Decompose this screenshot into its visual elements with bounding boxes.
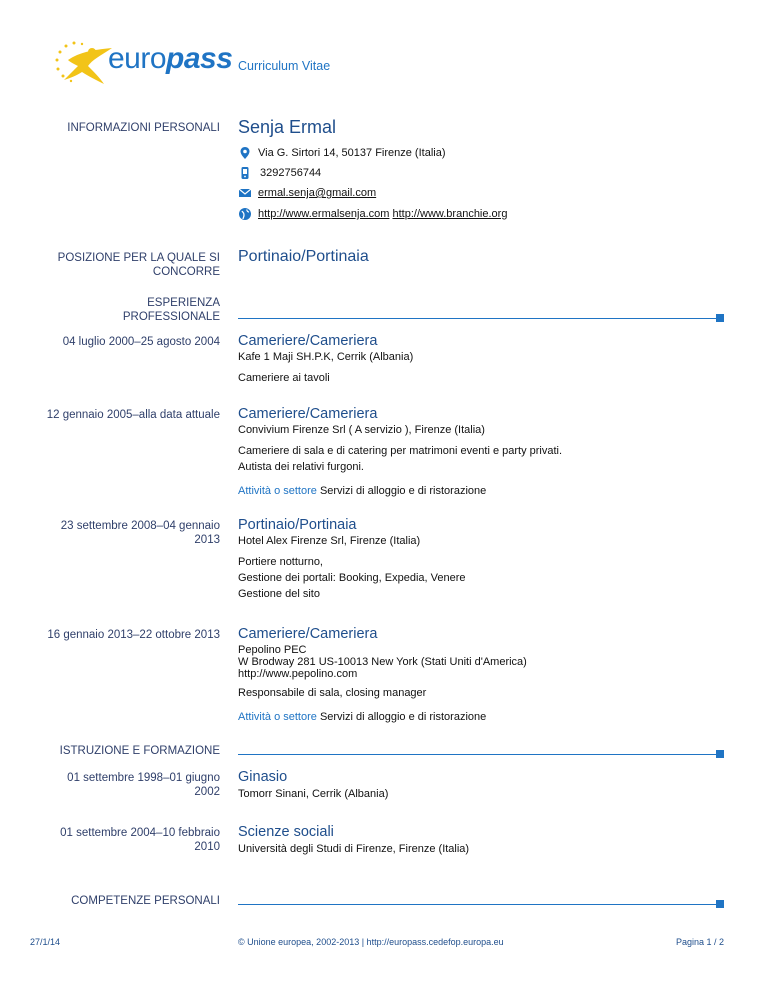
exp3-desc2: Gestione dei portali: Booking, Expedia, Venere (238, 572, 466, 584)
exp4-employer-line3: http://www.pepolino.com (238, 668, 358, 680)
position-label-line2: CONCORRE (152, 266, 220, 278)
logo-text-euro: euro (108, 42, 167, 75)
exp3-desc3: Gestione del sito (238, 588, 320, 600)
exp2-dates: 12 gennaio 2005–alla data attuale (46, 409, 220, 421)
exp2-employer: Convivium Firenze Srl ( A servizio ), Firenze (Italia) (238, 424, 485, 436)
exp3-desc1: Portiere notturno, (238, 556, 323, 568)
footer-page-number: Pagina 1 / 2 (675, 937, 724, 947)
edu1-institution: Tomorr Sinani, Cerrik (Albania) (238, 788, 389, 800)
edu2-dates-line1: 01 settembre 2004–10 febbraio (60, 827, 220, 839)
exp3-dates-line2: 2013 (194, 534, 220, 546)
position-label-line1: POSIZIONE PER LA QUALE SI (57, 252, 220, 264)
edu2-institution: Università degli Studi di Firenze, Firenze (Italia) (238, 843, 470, 855)
experience-section-label (123, 296, 220, 324)
address: Via G. Sirtori 14, 50137 Firenze (Italia) (258, 147, 446, 159)
europass-logo (52, 38, 233, 88)
email-icon (238, 186, 252, 200)
exp4-employer-line2: W Brodway 281 US-10013 New York (Stati Uniti d'America) (238, 656, 527, 668)
education-section-label: ISTRUZIONE E FORMAZIONE (59, 745, 220, 757)
education-divider (238, 754, 716, 755)
exp3-dates (61, 519, 220, 547)
location-pin-icon (238, 146, 252, 160)
person-name: Senja Ermal (238, 117, 337, 137)
exp3-dates-line1: 23 settembre 2008–04 gennaio (60, 520, 220, 532)
edu2-dates (60, 826, 220, 854)
websites (258, 208, 507, 220)
edu1-dates-line1: 01 settembre 1998–01 giugno (67, 772, 220, 784)
phone-icon (238, 166, 252, 180)
phone: 3292756744 (260, 167, 322, 179)
personal-section-label: INFORMAZIONI PERSONALI (67, 122, 220, 134)
website-globe-icon (238, 207, 252, 221)
exp1-desc: Cameriere ai tavoli (238, 372, 330, 384)
exp1-dates: 04 luglio 2000–25 agosto 2004 (62, 336, 220, 348)
exp2-sector-value: Servizi di alloggio e di ristorazione (319, 485, 487, 497)
experience-divider-square (716, 314, 724, 322)
exp4-desc: Responsabile di sala, closing manager (238, 687, 427, 699)
website-link-1[interactable]: http://www.ermalsenja.com (258, 208, 390, 220)
exp4-employer-line1: Pepolino PEC (238, 644, 307, 656)
footer-copyright: © Unione europea, 2002-2013 | http://europass.cedefop.europa.eu (238, 937, 504, 947)
edu1-title: Ginasio (238, 769, 288, 785)
edu1-dates (67, 771, 220, 799)
education-divider-square (716, 750, 724, 758)
exp1-title: Cameriere/Cameriera (238, 333, 378, 349)
website-link-2[interactable]: http://www.branchie.org (392, 208, 508, 220)
exp3-employer: Hotel Alex Firenze Srl, Firenze (Italia) (238, 535, 421, 547)
exp4-title: Cameriere/Cameriera (238, 626, 378, 642)
exp4-sector-label: Attività o settore (238, 711, 317, 723)
experience-divider (238, 318, 716, 319)
exp4-dates: 16 gennaio 2013–22 ottobre 2013 (47, 629, 220, 641)
exp2-sector-label: Attività o settore (238, 485, 317, 497)
exp2-sector (238, 485, 486, 498)
footer-date: 27/1/14 (30, 937, 61, 947)
exp2-desc2: Autista dei relativi furgoni. (238, 461, 364, 473)
doc-title: Curriculum Vitae (238, 59, 331, 73)
edu2-title: Scienze sociali (238, 824, 334, 840)
position-label (58, 251, 220, 279)
edu1-dates-line2: 2002 (194, 786, 220, 798)
logo-text-pass: pass (166, 42, 233, 75)
position-value: Portinaio/Portinaia (238, 248, 369, 265)
experience-label-line1: ESPERIENZA (147, 297, 220, 309)
exp4-sector (238, 711, 486, 724)
exp1-employer: Kafe 1 Maji SH.P.K, Cerrik (Albania) (238, 351, 414, 363)
skills-section-label: COMPETENZE PERSONALI (71, 895, 220, 907)
exp3-title: Portinaio/Portinaia (238, 517, 357, 533)
skills-divider-square (716, 900, 724, 908)
email-link[interactable]: ermal.senja@gmail.com (258, 187, 377, 199)
skills-divider (238, 904, 716, 905)
edu2-dates-line2: 2010 (194, 841, 220, 853)
experience-label-line2: PROFESSIONALE (122, 311, 220, 323)
exp4-sector-value: Servizi di alloggio e di ristorazione (319, 711, 487, 723)
exp2-desc1: Cameriere di sala e di catering per matrimoni eventi e party privati. (238, 445, 563, 457)
exp2-title: Cameriere/Cameriera (238, 406, 378, 422)
